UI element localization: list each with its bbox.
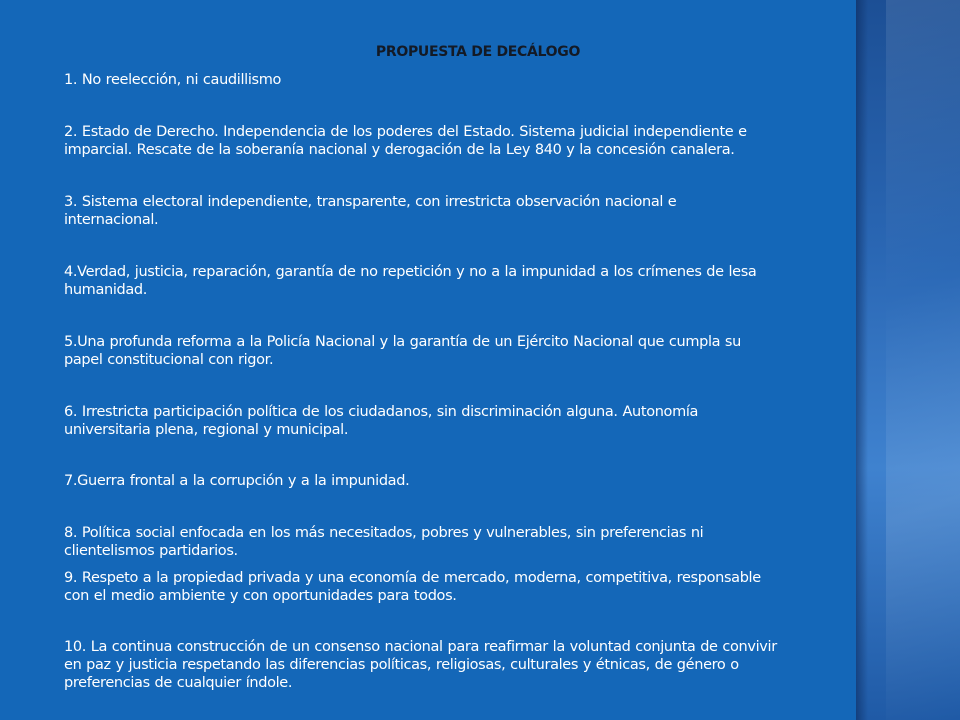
item-9-line-1: 9. Respeto a la propiedad privada y una economía de mercado, moderna, competitiva, responsable <box>64 570 761 586</box>
decalogue-item-4 <box>64 263 924 299</box>
item-10-line-2: en paz y justicia respetando las diferencias políticas, religiosas, culturales y étnicas, de género o <box>64 657 739 673</box>
item-5-line-1: 5.Una profunda reforma a la Policía Nacional y la garantía de un Ejército Nacional que cumpla su <box>64 334 741 350</box>
item-3-line-1: 3. Sistema electoral independiente, transparente, con irrestricta observación nacional e <box>64 194 677 210</box>
item-3-line-2: internacional. <box>64 212 159 228</box>
item-7-line-1: 7.Guerra frontal a la corrupción y a la impunidad. <box>64 473 410 489</box>
decalogue-item-2 <box>64 123 924 159</box>
decalogue-item-1 <box>64 71 924 89</box>
slide-title: PROPUESTA DE DECÁLOGO <box>375 44 581 60</box>
item-6-line-2: universitaria plena, regional y municipal. <box>64 422 349 438</box>
item-1-line-1: 1. No reelección, ni caudillismo <box>64 72 282 88</box>
item-5-line-2: papel constitucional con rigor. <box>64 352 274 368</box>
decalogue-item-10 <box>64 638 924 692</box>
item-8-line-1: 8. Política social enfocada en los más necesitados, pobres y vulnerables, sin preferencias ni <box>64 525 704 541</box>
decalogue-item-7 <box>64 472 924 490</box>
item-2-line-1: 2. Estado de Derecho. Independencia de los poderes del Estado. Sistema judicial independiente e <box>64 124 747 140</box>
decalogue-item-6 <box>64 403 924 439</box>
item-8-line-2: clientelismos partidarios. <box>64 543 238 559</box>
decalogue-item-8 <box>64 524 924 560</box>
item-10-line-1: 10. La continua construcción de un consenso nacional para reafirmar la voluntad conjunta de convivir <box>64 639 777 655</box>
item-4-line-1: 4.Verdad, justicia, reparación, garantía de no repetición y no a la impunidad a los crímenes de lesa <box>64 264 757 280</box>
item-10-line-3: preferencias de cualquier índole. <box>64 675 293 691</box>
item-6-line-1: 6. Irrestricta participación política de los ciudadanos, sin discriminación alguna. Autonomía <box>64 404 699 420</box>
item-4-line-2: humanidad. <box>64 282 148 298</box>
decalogue-item-5 <box>64 333 924 369</box>
decalogue-item-3 <box>64 193 924 229</box>
decalogue-item-9 <box>64 569 924 605</box>
item-9-line-2: con el medio ambiente y con oportunidades para todos. <box>64 588 457 604</box>
item-2-line-2: imparcial. Rescate de la soberanía nacional y derogación de la Ley 840 y la concesión canalera. <box>64 142 735 158</box>
